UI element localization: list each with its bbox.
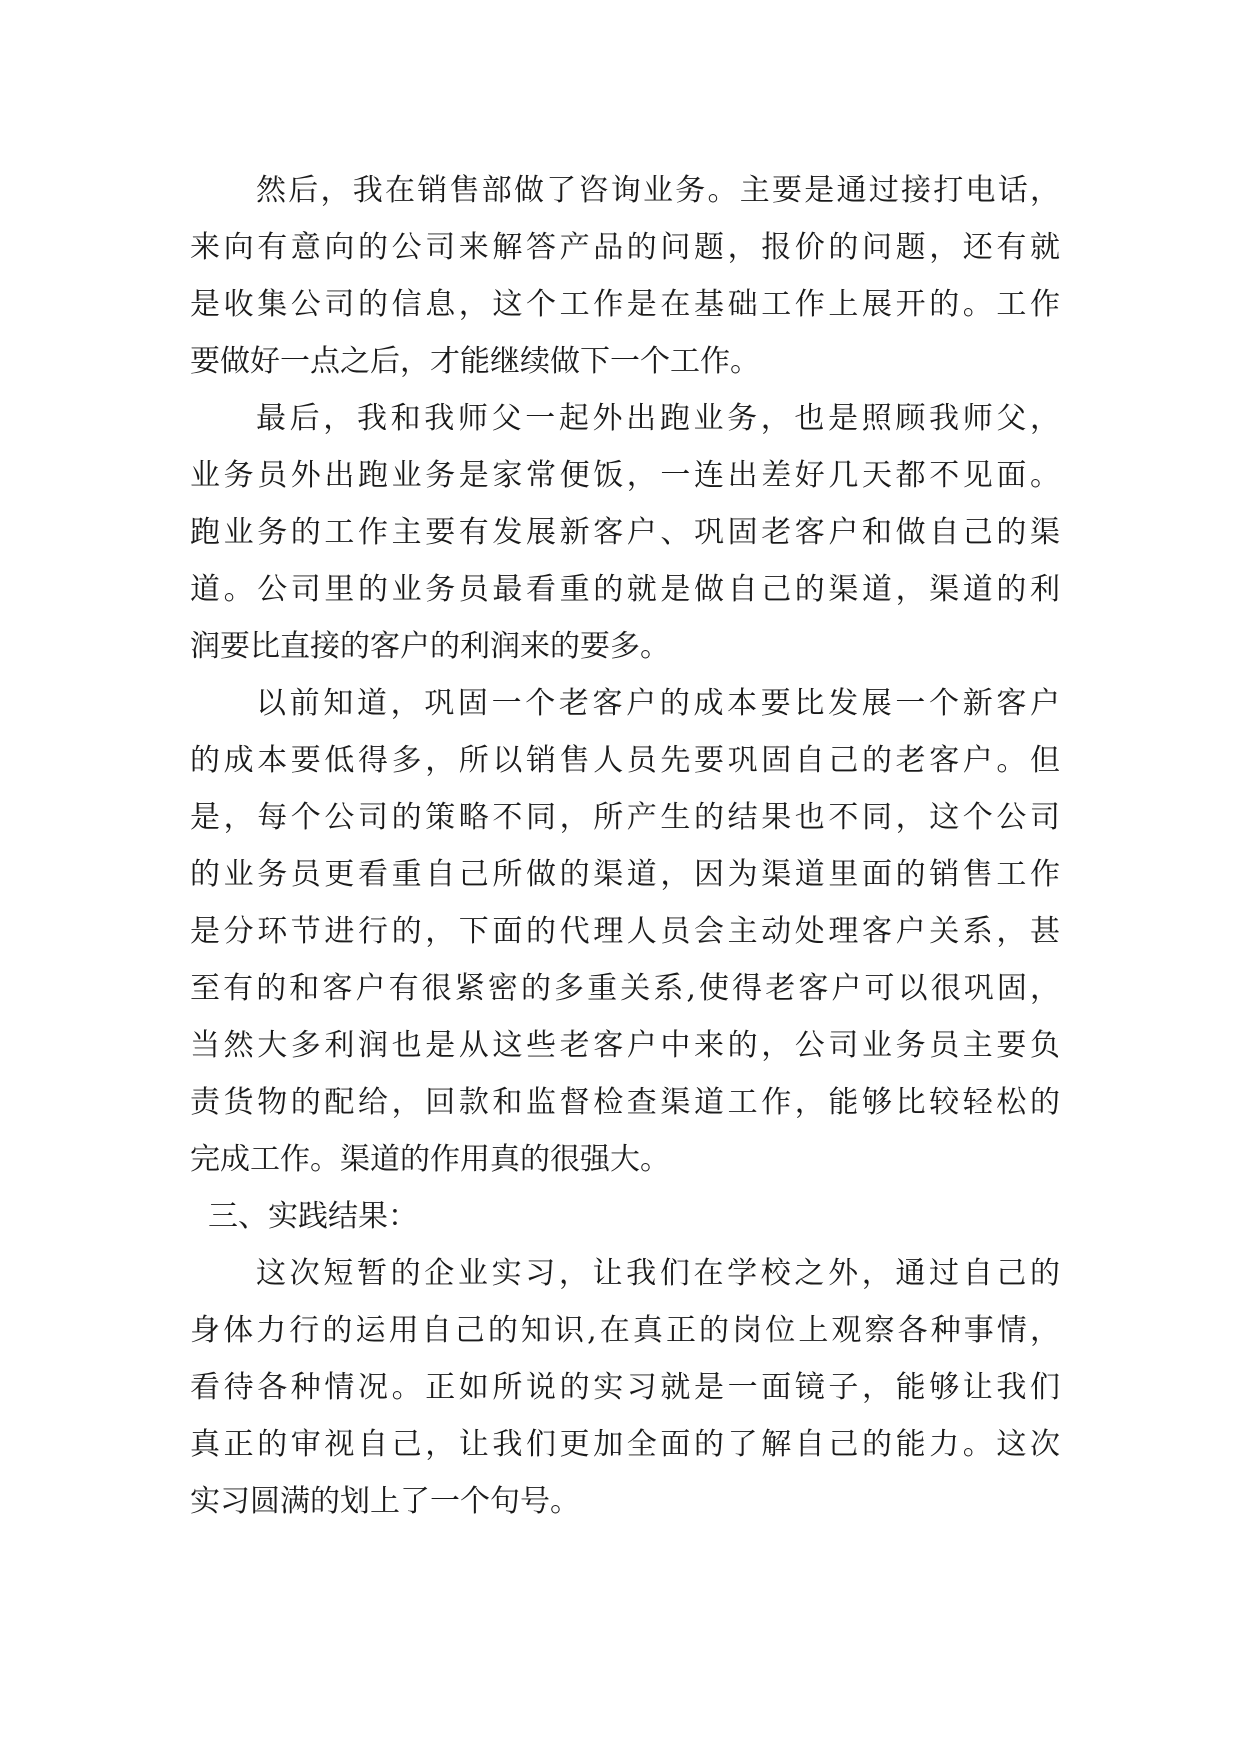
- paragraph-consulting: [190, 162, 1060, 390]
- text-line: 真正的审视自己，让我们更加全面的了解自己的能力。这次: [190, 1427, 1060, 1462]
- text-line: 实习圆满的划上了一个句号。: [190, 1484, 580, 1519]
- text-line: 来向有意向的公司来解答产品的问题，报价的问题，还有就: [190, 230, 1060, 265]
- paragraph-results: [190, 1245, 1060, 1530]
- text-line: 润要比直接的客户的利润来的要多。: [190, 629, 670, 664]
- text-line: 然后，我在销售部做了咨询业务。主要是通过接打电话，: [256, 173, 1060, 208]
- text-line: 跑业务的工作主要有发展新客户、巩固老客户和做自己的渠: [190, 515, 1060, 550]
- text-line: 看待各种情况。正如所说的实习就是一面镜子，能够让我们: [190, 1370, 1060, 1405]
- text-line: 要做好一点之后，才能继续做下一个工作。: [190, 344, 760, 379]
- paragraph-field-sales: [190, 390, 1060, 675]
- text-line: 以前知道，巩固一个老客户的成本要比发展一个新客户: [256, 686, 1060, 721]
- text-line: 是分环节进行的，下面的代理人员会主动处理客户关系，甚: [190, 914, 1060, 949]
- text-line: 至有的和客户有很紧密的多重关系,使得老客户可以很巩固，: [190, 971, 1060, 1006]
- text-line: 是收集公司的信息，这个工作是在基础工作上展开的。工作: [190, 287, 1060, 322]
- text-line: 道。公司里的业务员最看重的就是做自己的渠道，渠道的利: [190, 572, 1060, 607]
- text-line: 是，每个公司的策略不同，所产生的结果也不同，这个公司: [190, 800, 1060, 835]
- text-line: 身体力行的运用自己的知识,在真正的岗位上观察各种事情，: [190, 1313, 1060, 1348]
- text-line: 这次短暂的企业实习，让我们在学校之外，通过自己的: [256, 1256, 1060, 1291]
- text-line: 完成工作。渠道的作用真的很强大。: [190, 1142, 670, 1177]
- section-heading: 三、实践结果：: [208, 1199, 418, 1234]
- text-line: 的业务员更看重自己所做的渠道，因为渠道里面的销售工作: [190, 857, 1060, 892]
- document-body: [190, 162, 1060, 1530]
- text-line: 责货物的配给，回款和监督检查渠道工作，能够比较轻松的: [190, 1085, 1060, 1120]
- text-line: 当然大多利润也是从这些老客户中来的，公司业务员主要负: [190, 1028, 1060, 1063]
- text-line: 业务员外出跑业务是家常便饭，一连出差好几天都不见面。: [190, 458, 1060, 493]
- text-line: 最后，我和我师父一起外出跑业务，也是照顾我师父，: [256, 401, 1060, 436]
- paragraph-channels: [190, 675, 1060, 1188]
- text-line: 的成本要低得多，所以销售人员先要巩固自己的老客户。但: [190, 743, 1060, 778]
